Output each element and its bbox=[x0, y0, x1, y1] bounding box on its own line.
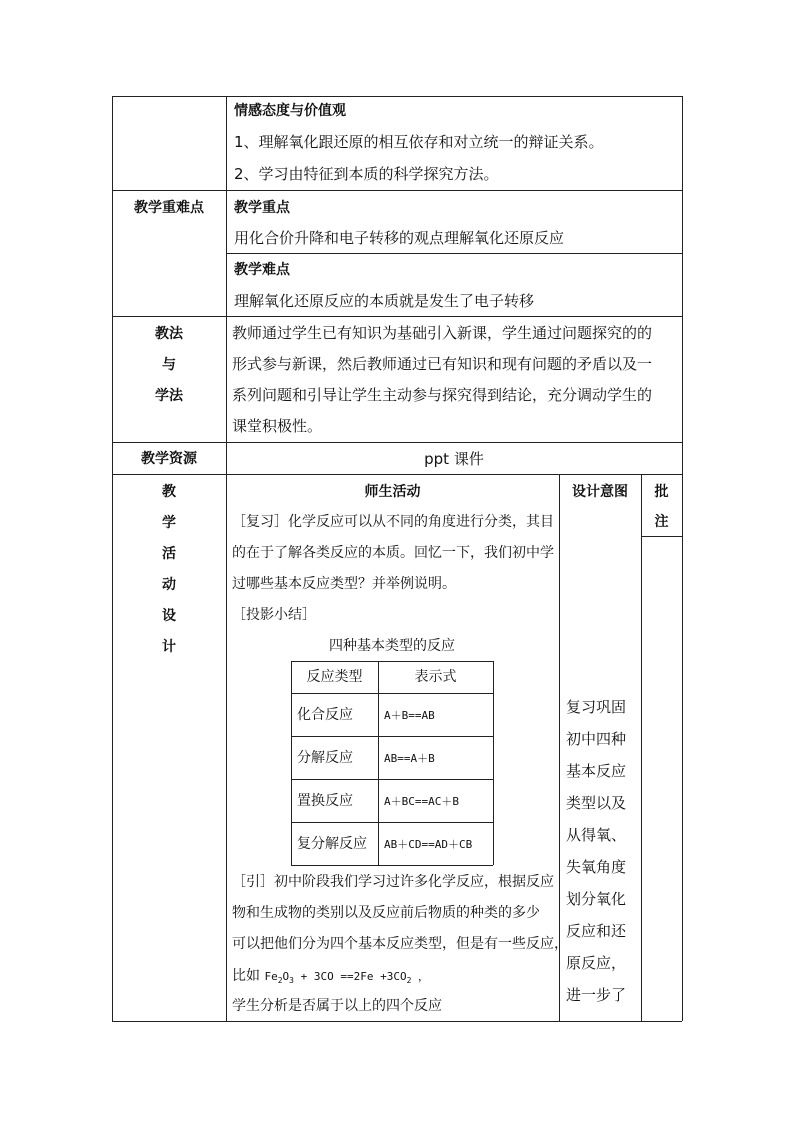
methods-line-3: 系列问题和引导让学生主动参与探究得到结论，充分调动学生的 bbox=[232, 386, 653, 404]
key-points-label: 教学重难点 bbox=[134, 200, 204, 216]
intent-line: 基本反应 bbox=[566, 762, 627, 780]
lead-line: ［引］初中阶段我们学习过许多化学反应，根据反应 bbox=[232, 874, 554, 890]
analysis-line: 学生分析是否属于以上的四个反应 bbox=[232, 998, 442, 1014]
methods-label-3: 学法 bbox=[155, 388, 183, 404]
activity-column-header: 师生活动 bbox=[364, 484, 421, 500]
attitude-line-1: 1、理解氧化跟还原的相互依存和对立统一的辩证关系。 bbox=[234, 133, 604, 151]
methods-line-1: 教师通过学生已有知识为基础引入新课，学生通过问题探究的的 bbox=[232, 324, 653, 342]
projection-label: ［投影小结］ bbox=[232, 607, 316, 623]
reaction-type-cell: 置换反应 bbox=[297, 793, 353, 809]
reaction-type-cell: 化合反应 bbox=[297, 707, 353, 723]
reaction-table-header: 表示式 bbox=[414, 669, 457, 685]
reaction-formula-cell: AB==A＋B bbox=[384, 752, 435, 765]
attitude-heading: 情感态度与价值观 bbox=[234, 103, 346, 119]
design-label-char: 设 bbox=[162, 608, 176, 624]
lead-line: 物和生成物的类别以及反应前后物质的种类的多少 bbox=[232, 905, 540, 921]
intent-line: 类型以及 bbox=[566, 794, 627, 812]
methods-label-2: 与 bbox=[162, 357, 176, 373]
design-label-char: 计 bbox=[162, 639, 176, 655]
resources-label: 教学资源 bbox=[141, 451, 197, 467]
example-prefix: 比如 bbox=[232, 968, 260, 984]
design-label-char: 动 bbox=[162, 577, 176, 593]
review-line: 过哪些基本反应类型？并举例说明。 bbox=[232, 576, 456, 592]
methods-label-1: 教法 bbox=[155, 326, 183, 342]
focus-heading: 教学重点 bbox=[234, 200, 290, 216]
intent-line: 反应和还 bbox=[566, 922, 627, 940]
reaction-formula-cell: AB＋CD==AD＋CB bbox=[384, 838, 473, 851]
resources-value: ppt 课件 bbox=[424, 450, 484, 468]
lead-line: 可以把他们分为四个基本反应类型，但是有一些反应， bbox=[232, 936, 568, 952]
reaction-type-cell: 分解反应 bbox=[297, 750, 353, 766]
intent-line: 原反应， bbox=[566, 954, 627, 972]
intent-line: 复习巩固 bbox=[566, 698, 627, 716]
reaction-table-header: 反应类型 bbox=[306, 669, 363, 685]
methods-line-2: 形式参与新课，然后教师通过已有知识和现有问题的矛盾以及一 bbox=[232, 355, 653, 373]
difficulty-heading: 教学难点 bbox=[234, 262, 290, 278]
intent-line: 划分氧化 bbox=[566, 890, 627, 908]
methods-line-4: 课堂积极性。 bbox=[232, 417, 323, 435]
review-line: 的在于了解各类反应的本质。回忆一下，我们初中学 bbox=[232, 545, 554, 561]
focus-text: 用化合价升降和电子转移的观点理解氧化还原反应 bbox=[234, 229, 565, 247]
difficulty-text: 理解氧化还原反应的本质就是发生了电子转移 bbox=[234, 292, 535, 310]
intent-line: 失氧角度 bbox=[566, 858, 627, 876]
intent-column-header: 设计意图 bbox=[572, 484, 628, 500]
example-equation bbox=[232, 966, 429, 991]
equation-text: $Fe_2O_3 + 3CO ==2Fe +3CO_2$ ， bbox=[264, 970, 430, 986]
reaction-type-cell: 复分解反应 bbox=[297, 836, 367, 852]
intent-line: 从得氧、 bbox=[566, 826, 627, 844]
reaction-table-title: 四种基本类型的反应 bbox=[329, 638, 455, 654]
intent-line: 初中四种 bbox=[566, 730, 627, 748]
reaction-formula-cell: A＋B==AB bbox=[384, 709, 435, 722]
design-label-char: 教 bbox=[162, 484, 176, 500]
design-label-char: 活 bbox=[162, 546, 176, 562]
intent-line: 进一步了 bbox=[566, 986, 627, 1004]
attitude-line-2: 2、学习由特征到本质的科学探究方法。 bbox=[234, 165, 499, 183]
reaction-formula-cell: A＋BC==AC＋B bbox=[384, 795, 459, 808]
review-line: ［复习］化学反应可以从不同的角度进行分类，其目 bbox=[232, 514, 554, 530]
note-column-header-2: 注 bbox=[654, 514, 669, 530]
design-label-char: 学 bbox=[162, 515, 176, 531]
note-column-header-1: 批 bbox=[654, 484, 669, 500]
